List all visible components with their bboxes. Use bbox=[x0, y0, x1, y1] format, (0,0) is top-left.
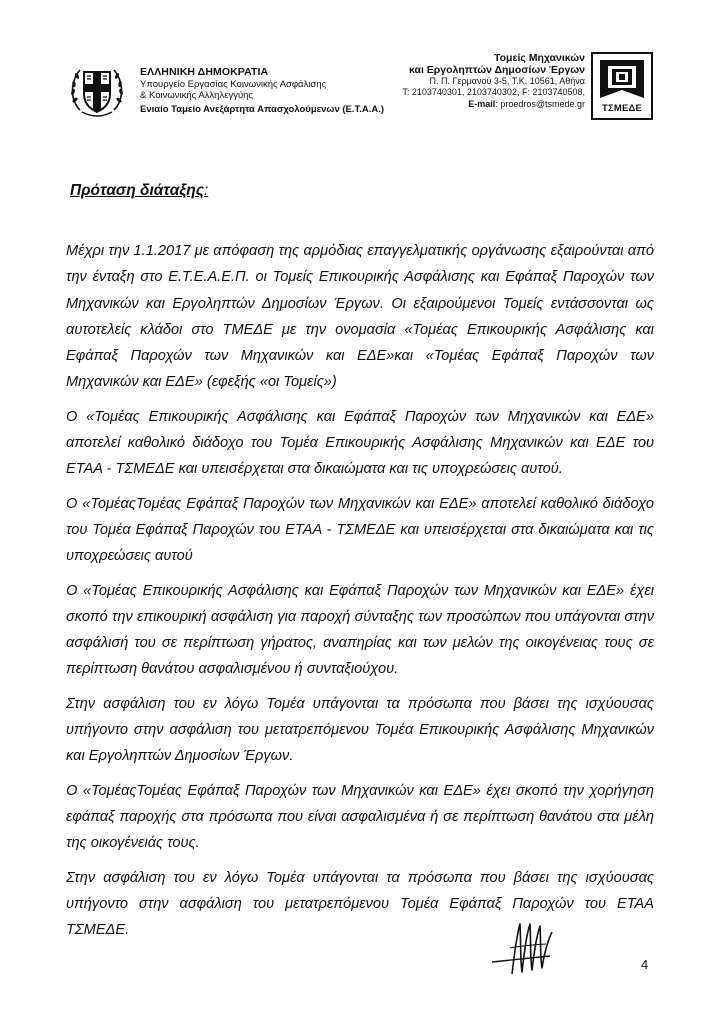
paragraph-3: Ο «ΤομέαςΤομέας Εφάπαξ Παροχών των Μηχανικών και ΕΔΕ» αποτελεί καθολικό διάδοχο του Τομέα Εφάπαξ Παροχών του ΕΤΑΑ - ΤΣΜΕΔΕ και υπεισέρχεται στα δικαιώματα και τις υποχρεώσεις αυτού bbox=[66, 495, 654, 565]
email-address: : proedros@tsmede.gr bbox=[495, 99, 585, 109]
country-title: ΕΛΛΗΝΙΚΗ ΔΗΜΟΚΡΑΤΙΑ bbox=[140, 66, 269, 78]
heading-text: Πρόταση διάταξης bbox=[70, 182, 204, 199]
tsmede-logo-text: ΤΣΜΕΔΕ bbox=[601, 103, 643, 114]
paragraph-1: Μέχρι την 1.1.2017 με απόφαση της αρμόδιας επαγγελματικής οργάνωσης εξαιρούνται από την ένταξη στο Ε.Τ.Ε.Α.Ε.Π. οι Τομείς Επικουρικής Ασφάλισης και Εφάπαξ Παροχών των Μηχανικών και Εργοληπτών Δημοσίων Έργων. Οι εξαιρούμενοι Τομείς εντάσσονται ως αυτοτελείς κλάδοι στο ΤΜΕΔΕ με την ονομασία «Τομέας Επικουρικής Ασφάλισης και Εφάπαξ Παροχών των Μηχανικών και ΕΔΕ»και «Τομέας Εφάπαξ Παροχών των Μηχανικών και ΕΔΕ» (εφεξής «οι Τομείς») bbox=[66, 243, 654, 391]
header-right bbox=[345, 52, 585, 110]
handwritten-signature-icon bbox=[490, 918, 570, 980]
phone-fax: Τ: 2103740301, 2103740302, F: 2103740508, bbox=[402, 87, 585, 97]
heading-colon: : bbox=[204, 182, 209, 199]
paragraph-2: Ο «Τομέας Επικουρικής Ασφάλισης και Εφάπαξ Παροχών των Μηχανικών και ΕΔΕ» αποτελεί καθολικό διάδοχο του Τομέα Επικουρικής Ασφάλισης Μηχανικών και ΕΔΕ του ΕΤΑΑ - ΤΣΜΕΔΕ και υπεισέρχεται στα δικαιώματα και τις υποχρεώσεις αυτού. bbox=[66, 408, 654, 478]
ministry-line-1: Υπουργείο Εργασίας Κοινωνικής Ασφάλισης bbox=[140, 79, 327, 90]
page-number: 4 bbox=[641, 957, 649, 972]
email-label: E-mail bbox=[468, 99, 496, 109]
sector-title-line-1: Τομείς Μηχανικών bbox=[493, 52, 585, 64]
ministry-line-2: & Κοινωνικής Αλληλεγγύης bbox=[140, 90, 254, 101]
paragraph-4: Ο «Τομέας Επικουρικής Ασφάλισης και Εφάπαξ Παροχών των Μηχανικών και ΕΔΕ» έχει σκοπό την επικουρική ασφάλιση για παροχή σύνταξης των προσώπων που υπάγονται στην ασφάλισή του σε περίπτωση γήρατος, αναπηρίας και των μελών της οικογένειας τους σε περίπτωση θανάτου ασφαλισμένου ή συνταξιούχου. bbox=[66, 582, 654, 678]
paragraph-6: Ο «ΤομέαςΤομέας Εφάπαξ Παροχών των Μηχανικών και ΕΔΕ» έχει σκοπό την χορήγηση εφάπαξ παροχής στα πρόσωπα που είναι ασφαλισμένα ή σε περίπτωση θανάτου στα μέλη της οικογένειάς τους. bbox=[66, 782, 654, 852]
paragraph-5: Στην ασφάλιση του εν λόγω Τομέα υπάγονται τα πρόσωπα που βάσει της ισχύουσας υπήγοντο στην ασφάλιση του μετατρεπόμενου Τομέα Επικουρικής Ασφάλισης Μηχανικών και Εργοληπτών Δημοσίων Έργων. bbox=[66, 695, 654, 765]
address: Π. Π. Γερμανού 3-5, Τ.Κ. 10561, Αθήνα bbox=[429, 76, 585, 86]
sector-title-line-2: και Εργοληπτών Δημοσίων Έργων bbox=[409, 64, 585, 76]
paragraph-7: Στην ασφάλιση του εν λόγω Τομέα υπάγονται τα πρόσωπα που βάσει της ισχύουσας υπήγοντο στην ασφάλιση του μετατρεπόμενου Τομέα Εφάπαξ Παροχών του ΕΤΑΑ ΤΣΜΕΔΕ. bbox=[66, 869, 654, 939]
tsmede-logo bbox=[591, 52, 653, 120]
document-body bbox=[66, 238, 654, 951]
document-heading bbox=[70, 182, 208, 200]
email-line bbox=[345, 98, 585, 110]
greek-coat-of-arms-icon bbox=[66, 60, 128, 122]
tsmede-emblem-icon bbox=[600, 60, 644, 98]
header-left bbox=[60, 58, 385, 128]
fund-name: Ενιαίο Ταμείο Ανεξάρτητα Απασχολούμενων (Ε.Τ.Α.Α.) bbox=[140, 104, 385, 115]
